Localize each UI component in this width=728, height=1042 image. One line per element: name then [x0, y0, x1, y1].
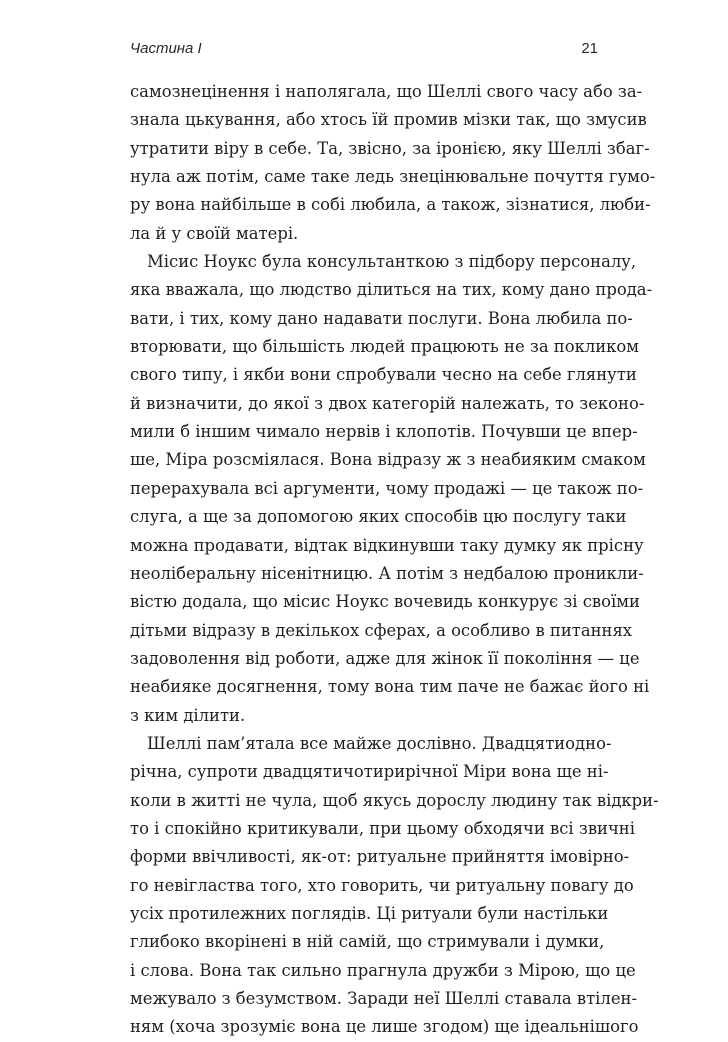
- text-line: дітьми відразу в декількох сферах, а особливо в питаннях: [130, 620, 633, 640]
- text-line: самознецінення і наполягала, що Шеллі свого часу або за-: [130, 82, 643, 101]
- text-line: ла й у своїй матері.: [130, 223, 299, 243]
- text-line: перерахувала всі аргументи, чому продажі — це також по-: [130, 478, 644, 498]
- paragraph: [130, 78, 656, 248]
- text-line: Шеллі пам’ятала все майже дослівно. Двадцятиодно-: [147, 733, 612, 753]
- body-text: [130, 78, 659, 1042]
- running-header: [130, 40, 598, 62]
- text-line: мили б іншим чимало нервів і клопотів. Почувши це впер-: [130, 422, 638, 442]
- text-line: свого типу, і якби вони спробували чесно на себе глянути: [130, 365, 637, 385]
- text-line: ше, Міра розсміялася. Вона відразу ж з неабияким смаком: [130, 450, 646, 470]
- text-line: Місис Ноукс була консультанткою з підбору персоналу,: [147, 252, 637, 272]
- text-line: форми ввічливості, як-от: ритуальне прийняття імовірно-: [130, 847, 630, 867]
- paragraph: [130, 730, 659, 1042]
- text-line: можна продавати, відтак відкинувши таку думку як прісну: [130, 535, 644, 555]
- text-line: вторювати, що більшість людей працюють не за покликом: [130, 337, 640, 357]
- text-line: го невігластва того, хто говорить, чи ритуальну повагу до: [130, 875, 634, 895]
- text-line: яка вважала, що людство ділиться на тих, кому дано прода-: [130, 280, 653, 300]
- text-line: то і спокійно критикували, при цьому обходячи всі звичні: [130, 818, 635, 838]
- text-line: неабияке досягнення, тому вона тим паче не бажає його ні: [130, 677, 650, 697]
- text-line: річна, супроти двадцятичотирирічної Міри вона ще ні-: [130, 762, 609, 782]
- text-line: слуга, а ще за допомогою яких способів цю послугу таки: [130, 507, 627, 527]
- text-line: знала цькування, або хтось їй промив мізки так, що змусив: [130, 110, 647, 130]
- text-line: усіх протилежних поглядів. Ці ритуали були настільки: [130, 903, 609, 923]
- text-line: глибоко вкорінені в ній самій, що стримували і думки,: [130, 932, 605, 952]
- text-line: нула аж потім, саме таке ледь знецінювальне почуття гумо-: [130, 167, 656, 187]
- text-line: й визначити, до якої з двох категорій належать, то зеконо-: [130, 393, 645, 413]
- text-line: межувало з безумством. Заради неї Шеллі ставала втілен-: [130, 989, 637, 1008]
- text-line: коли в житті не чула, щоб якусь дорослу людину так відкри-: [130, 790, 659, 810]
- text-line: неоліберальну нісенітницю. А потім з недбалою проникли-: [130, 563, 644, 583]
- text-line: ру вона найбільше в собі любила, а також, зізнатися, люби-: [130, 195, 651, 215]
- text-line: задоволення від роботи, адже для жінок її покоління — це: [130, 648, 640, 668]
- paragraph: [130, 248, 653, 730]
- section-title: Частина І: [130, 40, 202, 57]
- text-line: з ким ділити.: [130, 705, 246, 725]
- text-line: утратити віру в себе. Та, звісно, за іронією, яку Шеллі збаг-: [130, 138, 650, 158]
- text-line: вати, і тих, кому дано надавати послуги. Вона любила по-: [130, 308, 633, 328]
- text-line: ням (хоча зрозуміє вона це лише згодом) ще ідеальнішого: [130, 1017, 639, 1037]
- text-line: і слова. Вона так сильно прагнула дружби з Мірою, що це: [130, 960, 636, 980]
- page-number: 21: [581, 40, 598, 57]
- text-line: вістю додала, що місис Ноукс вочевидь конкурує зі своїми: [130, 592, 640, 612]
